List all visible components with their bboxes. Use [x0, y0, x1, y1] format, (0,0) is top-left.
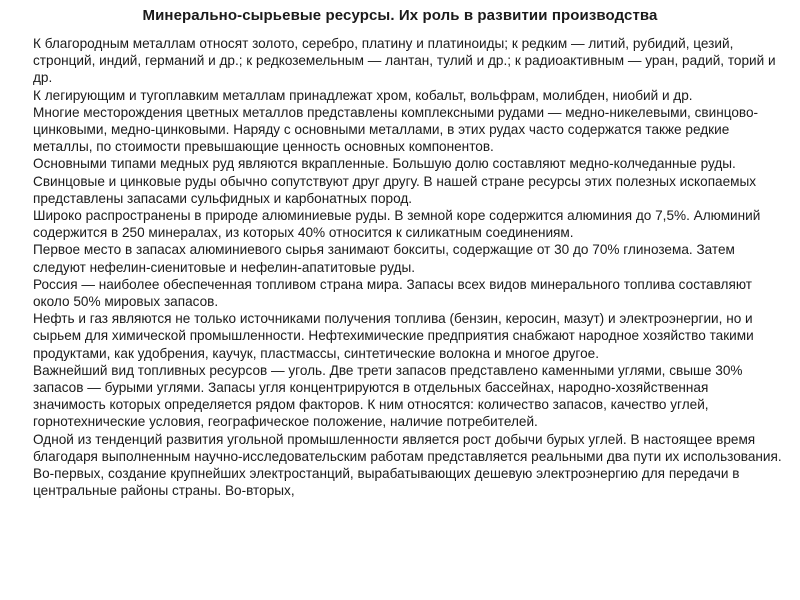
- page-title: Минерально-сырьевые ресурсы. Их роль в развитии производства: [142, 7, 658, 24]
- paragraph-aluminium-ores: Широко распространены в природе алюминиевые руды. В земной коре содержится алюминия до 7,5%. Алюминий содержится в 250 минералах, из которых 40% относится к силикатным соединениям.: [33, 208, 761, 241]
- paragraph-coal: Важнейший вид топливных ресурсов — уголь. Две трети запасов представлено каменными углями, свыше 30% запасов — бурыми углями. Запасы угля концентрируются в отдельных бассейнах, народно-хозяйственная значимость которых определяется рядом факторов. К ним относятся: количество запасов, качество углей, горнотехнические условия, географическое положение, наличие потребителей.: [33, 362, 743, 430]
- paragraph-alloying-metals: К легирующим и тугоплавким металлам принадлежат хром, кобальт, вольфрам, молибден, ниобий и др.: [33, 87, 693, 103]
- document-body: [33, 35, 784, 499]
- paragraph-noble-metals: К благородным металлам относят золото, серебро, платину и платиноиды; к редким — литий, рубидий, цезий, стронций, индий, германий и др.; к редкоземельным — лантан, тулий и др.; к радиоактивным — уран, радий, торий и др.: [33, 36, 776, 86]
- paragraph-copper-ores: Основными типами медных руд являются вкрапленные. Большую долю составляют медно-колчеданные руды. Свинцовые и цинковые руды обычно сопутствуют друг другу. В нашей стране ресурсы этих полезных ископаемых представлены запасами сульфидных и карбонатных пород.: [33, 156, 757, 206]
- paragraph-russia-fuel: Россия — наиболее обеспеченная топливом страна мира. Запасы всех видов минерального топлива составляют около 50% мировых запасов.: [33, 276, 752, 310]
- paragraph-brown-coal: Одной из тенденций развития угольной промышленности является рост добычи бурых углей. В настоящее время благодаря выполненным научно-исследовательским работам представляется реальными два пути их использования. Во-первых, создание крупнейших электростанций, вырабатывающих дешевую электроэнергию для передачи в центральные районы страны. Во-вторых,: [33, 431, 782, 499]
- paragraph-bauxites: Первое место в запасах алюминиевого сырья занимают бокситы, содержащие от 30 до 70% глинозема. Затем следуют нефелин-сиенитовые и нефелин-апатитовые руды.: [33, 242, 735, 275]
- paragraph-complex-ores: Многие месторождения цветных металлов представлены комплексными рудами — медно-никелевыми, свинцово-цинковыми, медно-цинковыми. Наряду с основными металлами, в этих рудах часто содержатся также редкие металлы, по стоимости превышающие ценность основных компонентов.: [33, 104, 759, 155]
- paragraph-oil-gas: Нефть и газ являются не только источниками получения топлива (бензин, керосин, мазут) и электроэнергии, но и сырьем для химической промышленности. Нефтехимические предприятия снабжают народное хозяйство такими продуктами, как удобрения, каучук, пластмассы, синтетические волокна и многое другое.: [33, 311, 754, 361]
